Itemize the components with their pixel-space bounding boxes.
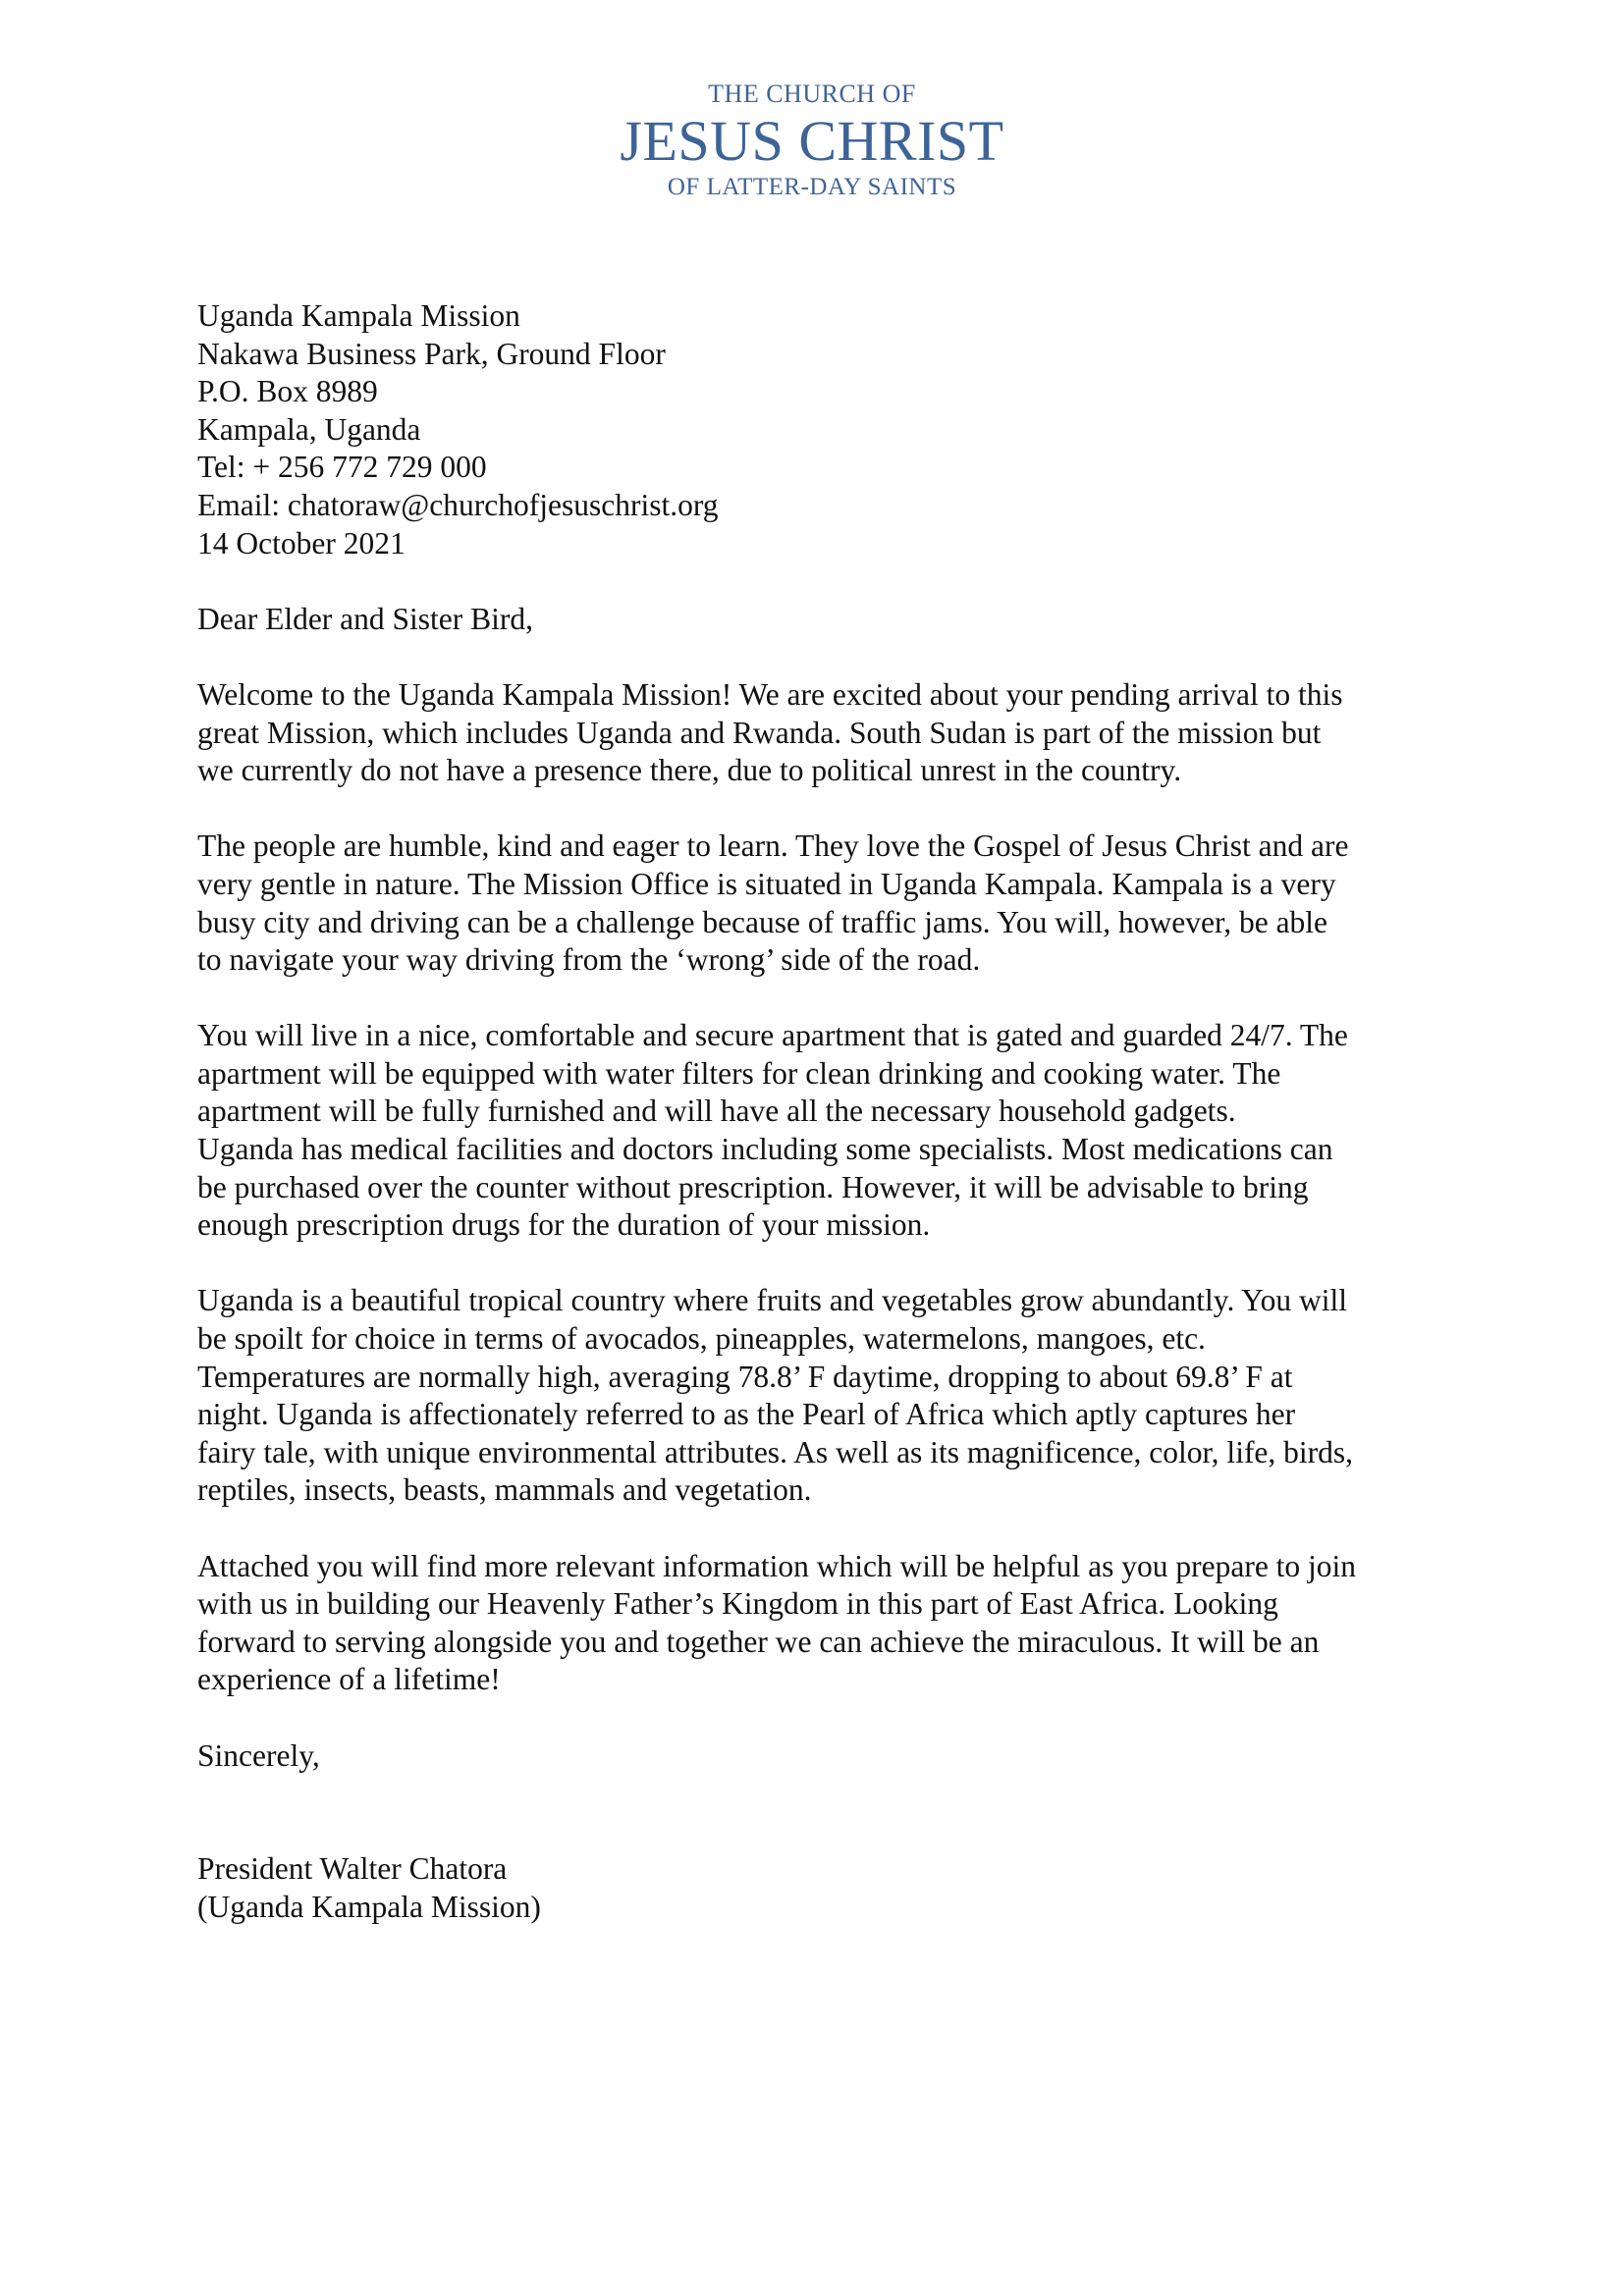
paragraph-line: apartment will be equipped with water filters for clean drinking and cooking water. The (197, 1055, 1281, 1091)
address-po-box: P.O. Box 8989 (197, 374, 378, 409)
address-mission-name: Uganda Kampala Mission (197, 298, 520, 333)
signature-name: President Walter Chatora (197, 1851, 508, 1887)
paragraph-attachment (197, 1548, 1444, 1699)
paragraph-line: we currently do not have a presence there, due to political unrest in the country. (197, 753, 1182, 788)
paragraph-people (197, 828, 1444, 979)
paragraph-line: night. Uganda is affectionately referred to as the Pearl of Africa which aptly captures her (197, 1397, 1296, 1432)
paragraph-line: very gentle in nature. The Mission Office is situated in Uganda Kampala. Kampala is a very (197, 866, 1336, 901)
closing: Sincerely, (197, 1737, 320, 1773)
paragraph-line: be purchased over the counter without prescription. However, it will be advisable to bring (197, 1169, 1309, 1204)
paragraph-line: Uganda has medical facilities and doctors including some specialists. Most medications can (197, 1132, 1333, 1167)
salutation: Dear Elder and Sister Bird, (197, 601, 534, 636)
address-email: Email: chatoraw@churchofjesuschrist.org (197, 487, 719, 522)
paragraph-line: enough prescription drugs for the duration of your mission. (197, 1207, 931, 1243)
paragraph-housing (197, 1017, 1444, 1245)
paragraph-country (197, 1282, 1444, 1510)
logo-line-jesus-christ: JESUS CHRIST (620, 109, 1004, 173)
paragraph-line: Temperatures are normally high, averaging 78.8’ F daytime, dropping to about 69.8’ F at (197, 1359, 1293, 1394)
paragraph-line: You will live in a nice, comfortable and secure apartment that is gated and guarded 24/7. The (197, 1018, 1348, 1053)
address-telephone: Tel: + 256 772 729 000 (197, 450, 487, 485)
address-city: Kampala, Uganda (197, 411, 421, 447)
paragraph-line: busy city and driving can be a challenge because of traffic jams. You will, however, be able (197, 904, 1328, 939)
sender-address-block (197, 297, 1444, 562)
letter-body (197, 297, 1444, 1926)
paragraph-line: Welcome to the Uganda Kampala Mission! We are excited about your pending arrival to this (197, 676, 1343, 712)
paragraph-line: Uganda is a beautiful tropical country where fruits and vegetables grow abundantly. You will (197, 1283, 1348, 1318)
paragraph-line: fairy tale, with unique environmental attributes. As well as its magnificence, color, life, birds, (197, 1434, 1354, 1469)
paragraph-line: experience of a lifetime! (197, 1662, 501, 1697)
signature-title: (Uganda Kampala Mission) (197, 1889, 541, 1924)
paragraph-line: The people are humble, kind and eager to learn. They love the Gospel of Jesus Christ and are (197, 828, 1349, 864)
address-street: Nakawa Business Park, Ground Floor (197, 336, 666, 371)
church-logo (0, 77, 1624, 204)
paragraph-line: reptiles, insects, beasts, mammals and vegetation. (197, 1472, 812, 1508)
paragraph-line: forward to serving alongside you and together we can achieve the miraculous. It will be an (197, 1624, 1320, 1659)
paragraph-line: apartment will be fully furnished and will have all the necessary household gadgets. (197, 1094, 1236, 1129)
paragraph-welcome (197, 676, 1444, 790)
logo-line-church-of: THE CHURCH OF (708, 80, 916, 108)
letter-date: 14 October 2021 (197, 525, 406, 561)
paragraph-line: to navigate your way driving from the ‘wrong’ side of the road. (197, 942, 981, 978)
signature-block (197, 1850, 1444, 1926)
paragraph-line: Attached you will find more relevant information which will be helpful as you prepare to join (197, 1548, 1357, 1583)
paragraph-line: with us in building our Heavenly Father’s Kingdom in this part of East Africa. Looking (197, 1586, 1278, 1622)
paragraph-line: be spoilt for choice in terms of avocados, pineapples, watermelons, mangoes, etc. (197, 1321, 1206, 1357)
logo-line-latter-day-saints: OF LATTER-DAY SAINTS (667, 174, 957, 200)
paragraph-line: great Mission, which includes Uganda and Rwanda. South Sudan is part of the mission but (197, 715, 1322, 750)
